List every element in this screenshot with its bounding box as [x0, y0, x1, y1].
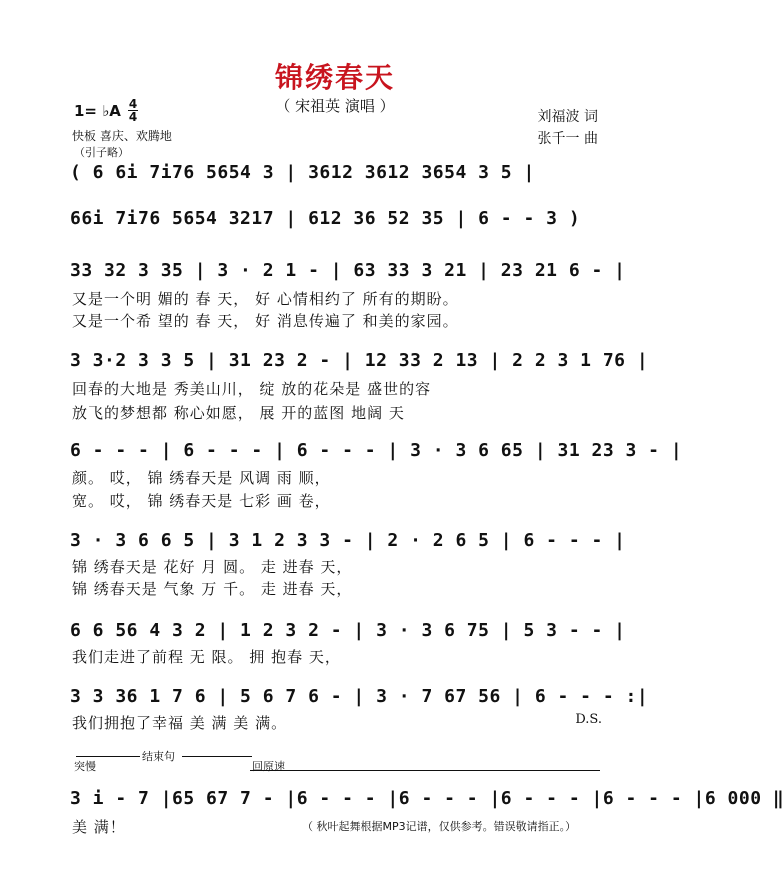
score-row-4: 3 3·2 3 3 5 | 31 23 2 - | 12 33 2 13 | 2 2 3 1 76 | [70, 350, 649, 371]
score-row-1: ( 6 6i 7i76 5654 3 | 3612 3612 3654 3 5 | [70, 162, 535, 183]
score-row-6: 3 · 3 6 6 5 | 3 1 2 3 3 - | 2 · 2 6 5 | 6 - - - | [70, 530, 626, 551]
score-row-2: 66i 7i76 5654 3217 | 612 36 52 35 | 6 - - 3 ) [70, 208, 581, 229]
transcription-note: （ 秋叶起舞根据MP3记谱，仅供参考。错误敬请指正。） [302, 820, 577, 833]
lyric-row-4-verse-2: 放飞的梦想都 称心如愿， 展 开的蓝图 地阔 天 [72, 404, 405, 422]
lyric-row-4-verse-1: 回春的大地是 秀美山川， 绽 放的花朵是 盛世的容 [72, 380, 432, 398]
lyric-row-6-verse-1: 锦 绣春天是 花好 月 圆。 走 进春 天， [72, 558, 353, 576]
tempo-marking: 快板 喜庆、欢腾地 [72, 129, 172, 143]
restore-tempo-line [250, 770, 600, 771]
time-signature [128, 98, 138, 123]
singer-credit: （ 宋祖英 演唱 ） [275, 97, 395, 115]
lyric-row-6-verse-2: 锦 绣春天是 气象 万 千。 走 进春 天， [72, 580, 353, 598]
lyric-row-5-verse-2: 宽。 哎， 锦 绣春天是 七彩 画 卷， [72, 492, 331, 510]
lyric-row-8: 我们拥抱了幸福 美 满 美 满。 [72, 714, 288, 732]
time-signature-bottom: 4 [128, 110, 138, 124]
ending-bracket-left [76, 756, 140, 757]
score-row-5: 6 - - - | 6 - - - | 6 - - - | 3 · 3 6 65 | 31 23 3 - | [70, 440, 683, 461]
score-row-7: 6 6 56 4 3 2 | 1 2 3 2 - | 3 · 3 6 75 | 5 3 - - | [70, 620, 626, 641]
score-row-3: 33 32 3 35 | 3 · 2 1 - | 63 33 3 21 | 23 21 6 - | [70, 260, 626, 281]
composer-credit: 张千一 曲 [537, 131, 598, 147]
lyric-row-3-verse-2: 又是一个希 望的 春 天， 好 消息传遍了 和美的家园。 [72, 312, 459, 330]
ds-marking: D.S. [575, 712, 602, 727]
lyric-row-7: 我们走进了前程 无 限。 拥 抱春 天， [72, 648, 341, 666]
slow-marking: 突慢 [74, 760, 96, 773]
time-signature-top: 4 [128, 97, 138, 111]
score-row-9: 3 i - 7 |65 67 7 - |6 - - - |6 - - - |6 - - - |6 - - - |6 000 ‖ [70, 788, 784, 809]
lyricist-credit: 刘福波 词 [537, 109, 598, 125]
intro-note: （引子略） [74, 146, 129, 159]
ending-marking: 结束句 [142, 750, 175, 763]
lyric-row-9: 美 满！ [72, 818, 126, 836]
lyric-row-3-verse-1: 又是一个明 媚的 春 天， 好 心情相约了 所有的期盼。 [72, 290, 459, 308]
key-signature: 1= ♭A [74, 102, 121, 120]
ending-bracket-right [182, 756, 252, 757]
lyric-row-5-verse-1: 颜。 哎， 锦 绣春天是 风调 雨 顺， [72, 469, 331, 487]
song-title: 锦绣春天 [274, 61, 395, 94]
restore-tempo-marking: 回原速 [252, 760, 285, 773]
score-row-8: 3 3 36 1 7 6 | 5 6 7 6 - | 3 · 7 67 56 | 6 - - - :| [70, 686, 649, 707]
